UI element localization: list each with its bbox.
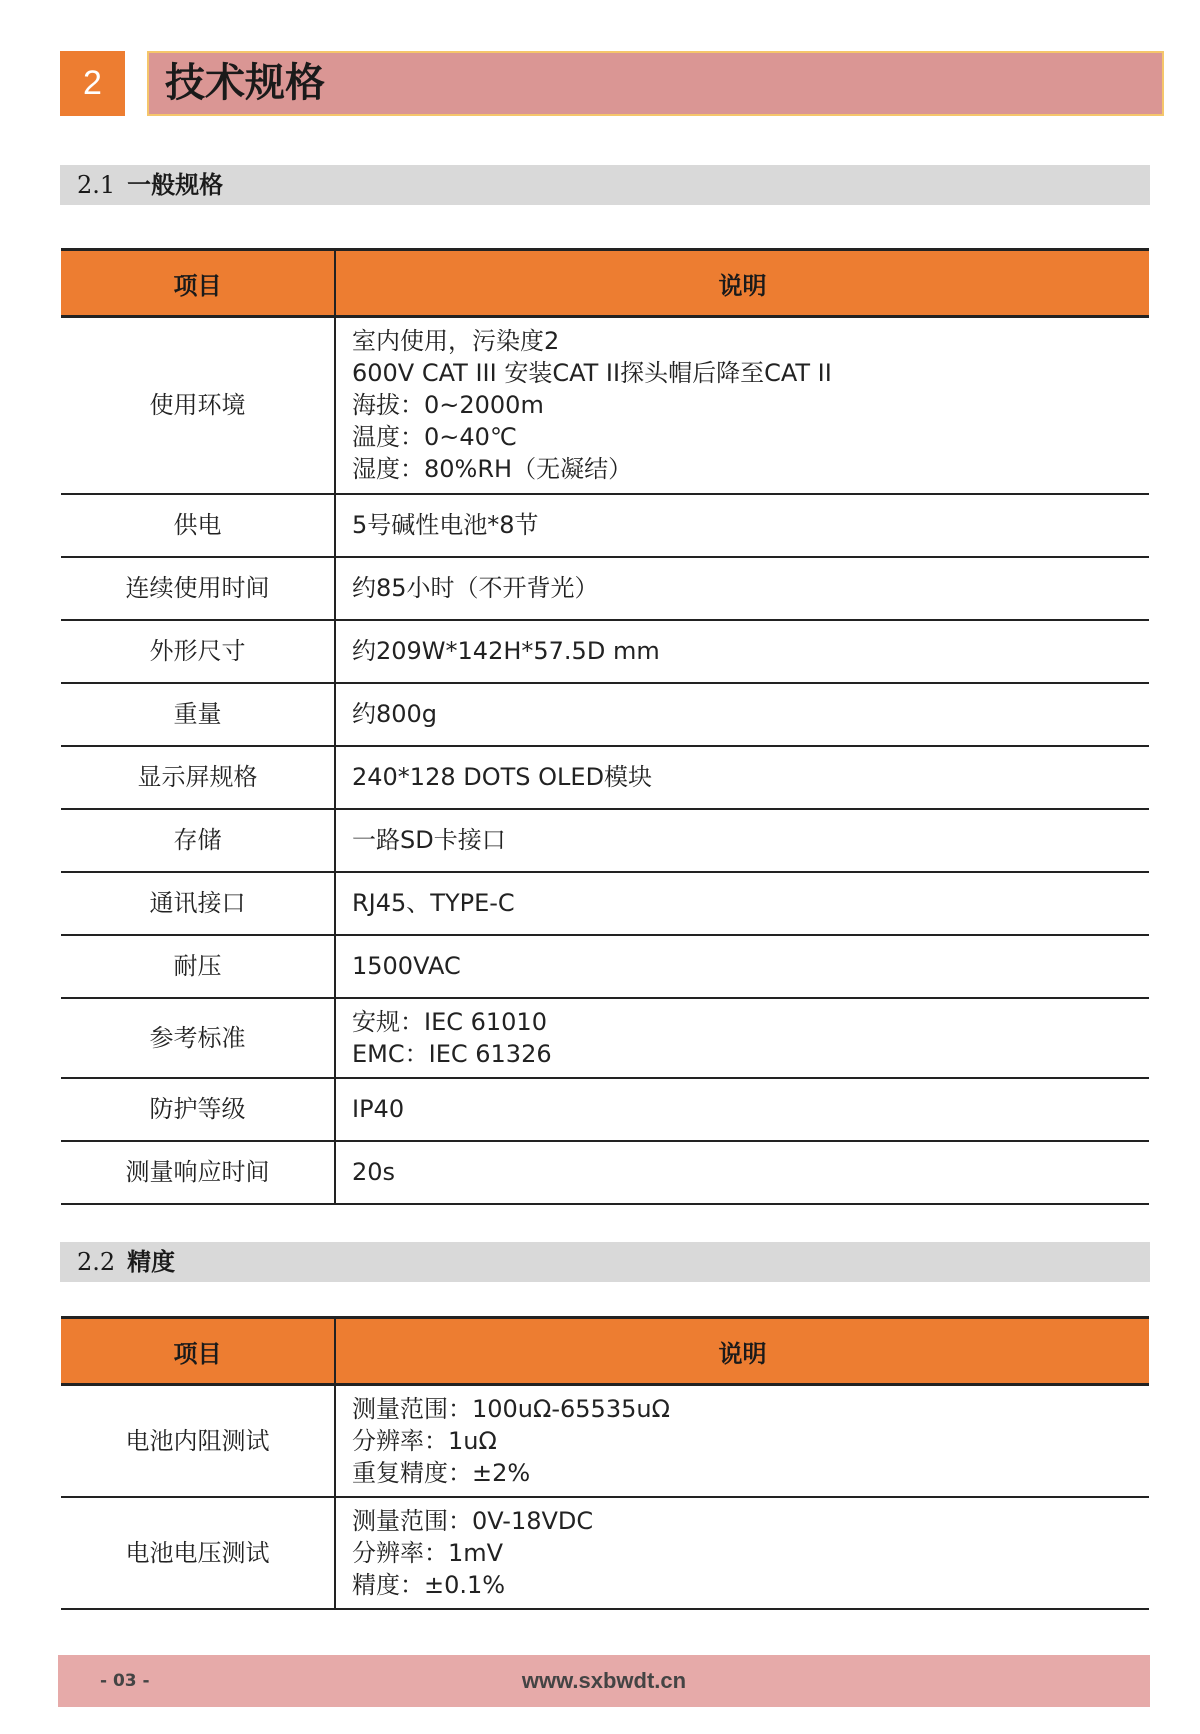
table-row (61, 1141, 1149, 1204)
description-line: 温度：0~40℃ (352, 423, 517, 452)
row-description (335, 809, 1149, 872)
row-description (335, 1078, 1149, 1141)
description-line: 湿度：80%RH（无凝结） (352, 455, 633, 484)
description-line: 海拔：0~2000m (352, 391, 544, 420)
row-description (335, 683, 1149, 746)
description-line: 分辨率：1uΩ (352, 1426, 497, 1455)
row-item: 电池电压测试 (61, 1497, 335, 1609)
chapter-title: 技术规格 (147, 51, 1164, 116)
row-description (335, 317, 1149, 494)
table-row (61, 746, 1149, 809)
section-heading-accuracy (60, 1242, 1150, 1282)
table-row (61, 1078, 1149, 1141)
accuracy-spec-table (61, 1316, 1149, 1610)
description-line: EMC：IEC 61326 (352, 1039, 552, 1068)
row-item: 显示屏规格 (61, 746, 335, 809)
row-item: 存储 (61, 809, 335, 872)
description-line: 测量范围：0V-18VDC (352, 1506, 594, 1535)
description-line: IP40 (352, 1095, 405, 1123)
page-number: - 03 - (100, 1671, 150, 1691)
description-line: 室内使用，污染度2 (352, 327, 560, 356)
section-title: 精度 (127, 1248, 176, 1276)
table-row (61, 317, 1149, 494)
row-item: 参考标准 (61, 998, 335, 1078)
description-line: 分辨率：1mV (352, 1538, 504, 1567)
table-row (61, 620, 1149, 683)
table-row (61, 935, 1149, 998)
description-line: 600V CAT III 安装CAT II探头帽后降至CAT II (352, 359, 832, 388)
row-item: 外形尺寸 (61, 620, 335, 683)
row-item: 重量 (61, 683, 335, 746)
row-description (335, 620, 1149, 683)
row-description (335, 935, 1149, 998)
table-row (61, 1497, 1149, 1609)
table-row (61, 998, 1149, 1078)
page-footer (58, 1655, 1150, 1707)
row-description (335, 1497, 1149, 1609)
section-number: 2.2 (77, 1248, 116, 1276)
table-header-row (61, 250, 1149, 317)
footer-url: www.sxbwdt.cn (521, 1668, 687, 1693)
table-row (61, 683, 1149, 746)
table-header-row (61, 1318, 1149, 1385)
description-line: 20s (352, 1158, 396, 1186)
section-heading-general (60, 165, 1150, 205)
table-row (61, 809, 1149, 872)
row-description (335, 1141, 1149, 1204)
description-line: 一路SD卡接口 (352, 826, 506, 854)
description-line: 测量范围：100uΩ-65535uΩ (352, 1394, 670, 1423)
description-line: 约800g (352, 700, 438, 728)
table-row (61, 1385, 1149, 1497)
row-item: 通讯接口 (61, 872, 335, 935)
row-description (335, 872, 1149, 935)
table-row (61, 494, 1149, 557)
row-description (335, 998, 1149, 1078)
table-row (61, 872, 1149, 935)
description-line: 240*128 DOTS OLED模块 (352, 763, 653, 791)
row-description (335, 494, 1149, 557)
column-header-item: 项目 (61, 1318, 335, 1385)
description-line: 重复精度：±2% (352, 1458, 531, 1487)
description-line: 精度：±0.1% (352, 1570, 506, 1599)
row-item: 电池内阻测试 (61, 1385, 335, 1497)
row-description (335, 1385, 1149, 1497)
row-item: 使用环境 (61, 317, 335, 494)
description-line: 5号碱性电池*8节 (352, 511, 539, 539)
row-item: 测量响应时间 (61, 1141, 335, 1204)
section-number: 2.1 (77, 171, 116, 199)
table-row (61, 557, 1149, 620)
description-line: 约209W*142H*57.5D mm (352, 637, 660, 665)
column-header-desc: 说明 (335, 250, 1149, 317)
description-line: 安规：IEC 61010 (352, 1007, 547, 1036)
column-header-item: 项目 (61, 250, 335, 317)
general-spec-table (61, 248, 1149, 1205)
row-item: 供电 (61, 494, 335, 557)
row-item: 连续使用时间 (61, 557, 335, 620)
row-item: 耐压 (61, 935, 335, 998)
description-line: 1500VAC (352, 952, 461, 980)
row-item: 防护等级 (61, 1078, 335, 1141)
row-description (335, 557, 1149, 620)
chapter-number: 2 (60, 51, 125, 116)
description-line: RJ45、TYPE-C (352, 889, 515, 917)
row-description (335, 746, 1149, 809)
chapter-heading (60, 51, 1150, 116)
column-header-desc: 说明 (335, 1318, 1149, 1385)
section-title: 一般规格 (127, 171, 224, 199)
description-line: 约85小时（不开背光） (352, 574, 599, 602)
